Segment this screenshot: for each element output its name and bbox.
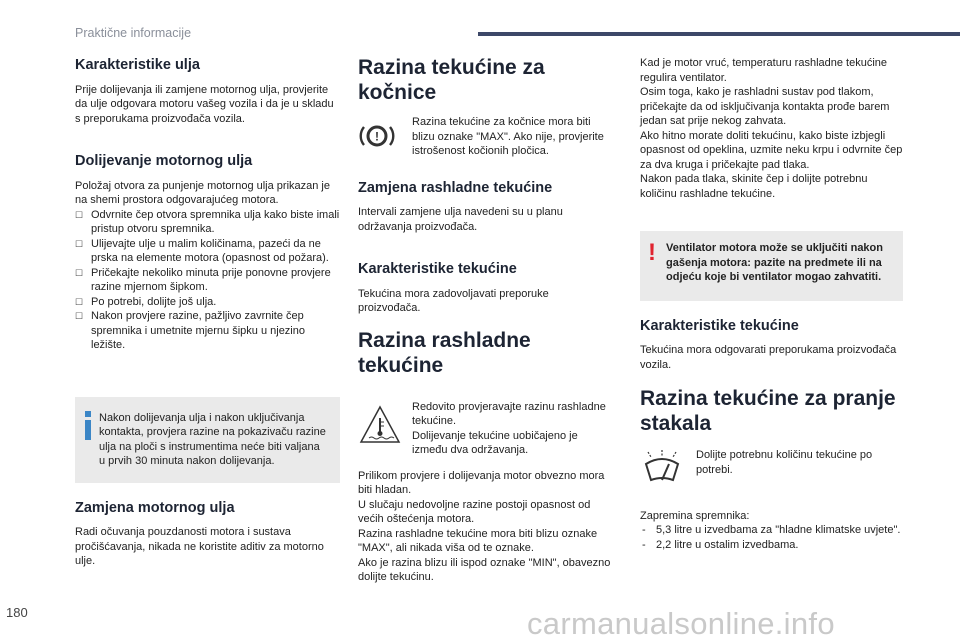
brake-icon-row: [358, 115, 613, 159]
heading-fluid-spec: Karakteristike tekućine: [358, 261, 517, 277]
heading-coolant-change: Zamjena rashladne tekućine: [358, 179, 553, 196]
coolant-icon-row: [358, 400, 613, 458]
header-bar: [478, 32, 960, 36]
warning-icon: !: [648, 239, 656, 266]
fluid-spec-2-text: Tekućina mora odgovarati preporukama proizvođača vozila.: [640, 344, 897, 371]
list-item: - 5,3 litre u izvedbama za "hladne klimatske uvjete".: [640, 523, 905, 538]
heading-oil-topup: Dolijevanje motornog ulja: [75, 153, 253, 169]
coolant-text-3: Razina rashladne tekućine mora biti blizu oznake "MAX", ali nikada viša od te oznake.: [358, 527, 598, 554]
list-item: ☐ Odvrnite čep otvora spremnika ulja kako biste imali pristup otvoru spremnika.: [75, 208, 340, 237]
fluid-spec-text: Tekućina mora zadovoljavati preporuke proizvođača.: [358, 287, 549, 314]
list-item: - 2,2 litre u ostalim izvedbama.: [640, 538, 905, 553]
hot-engine-text-2: Osim toga, kako je rashladni sustav pod tlakom, pričekajte da od isključivanja kontakta prođe barem jedan sat prije nekog zahvata.: [640, 86, 890, 127]
washer-icon-row: [640, 448, 905, 489]
section-title: Praktične informacije: [75, 26, 192, 40]
coolant-temperature-icon: [358, 400, 412, 451]
windscreen-washer-icon: [640, 448, 696, 489]
oil-change-text: Radi očuvanja pouzdanosti motora i sustava pročišćavanja, nikada ne koristite aditiv za motorno ulje.: [75, 526, 324, 567]
oil-topup-text: Položaj otvora za punjenje motornog ulja prikazan je na shemi prostora odgovarajućeg motora.: [75, 179, 330, 206]
list-item: ☐ Nakon provjere razine, pažljivo zavrnite čep spremnika i umetnite mjernu šipku u njezino ležište.: [75, 309, 340, 353]
coolant-icon-text: Redovito provjeravajte razinu rashladne tekućine. Dolijevanje tekućine uobičajeno je između dva održavanja.: [412, 400, 606, 456]
capacity-list: [640, 523, 905, 552]
capacity-label: Zapremina spremnika:: [640, 509, 750, 522]
warning-note: [640, 231, 903, 301]
oil-topup-steps: [75, 208, 340, 353]
info-note: [75, 397, 340, 483]
brake-warning-icon: [358, 115, 412, 156]
page-number: 180: [6, 605, 28, 620]
heading-oil-spec: Karakteristike ulja: [75, 57, 200, 73]
coolant-text-2: U slučaju nedovoljne razine postoji opasnost od većih oštećenja motora.: [358, 498, 591, 525]
hot-engine-text-4: Nakon pada tlaka, skinite čep i dolijte potrebnu količinu rashladne tekućine.: [640, 173, 868, 200]
washer-icon-text: Dolijte potrebnu količinu tekućine po potrebi.: [696, 449, 873, 476]
coolant-text-4: Ako je razina blizu ili ispod oznake "MIN", obavezno dolijte tekućinu.: [358, 556, 611, 583]
coolant-text-1: Prilikom provjere i dolijevanja motor obvezno mora biti hladan.: [358, 469, 605, 496]
hot-engine-text-3: Ako hitno morate doliti tekućinu, kako biste izbjegli opasnost od opeklina, uzmite neku krpu i odvrnite čep za dva kruga i pričekajte pad tlaka.: [640, 129, 903, 171]
column-2: [358, 55, 613, 585]
column-1: [75, 58, 340, 569]
info-note-text: Nakon dolijevanja ulja i nakon uključivanja kontakta, provjera razine na pokazivaču razine ulja na ploči s instrumentima neće biti valjana u prvih 30 minuta nakon dolijevanja.: [99, 411, 326, 467]
heading-coolant-level: Razina rashladne tekućine: [358, 328, 531, 377]
list-item: ☐ Pričekajte nekoliko minuta prije ponovne provjere razine mjernom šipkom.: [75, 266, 340, 295]
column-3: [640, 56, 905, 552]
oil-spec-text: Prije dolijevanja ili zamjene motornog ulja, provjerite da ulje odgovara motoru vašeg vozila i da je u skladu s preporukama proizvođača vozila.: [75, 83, 334, 125]
coolant-change-text: Intervali zamjene ulja navedeni su u planu održavanja proizvođača.: [358, 206, 563, 233]
heading-brake-fluid: Razina tekućine za kočnice: [358, 56, 545, 104]
svg-text:!: !: [375, 129, 379, 144]
watermark: carmanualsonline.info: [527, 606, 835, 641]
heading-oil-change: Zamjena motornog ulja: [75, 499, 235, 516]
info-icon: [85, 411, 91, 461]
list-item: ☐ Po potrebi, dolijte još ulja.: [75, 295, 340, 310]
brake-text: Razina tekućine za kočnice mora biti blizu oznake "MAX". Ako nije, provjerite istrošenost kočionih pločica.: [412, 116, 604, 157]
list-item: ☐ Ulijevajte ulje u malim količinama, pazeći da ne prska na elemente motora (opasnost od požara).: [75, 237, 340, 266]
hot-engine-text-1: Kad je motor vruć, temperaturu rashladne tekućine regulira ventilator.: [640, 57, 888, 84]
warning-note-text: Ventilator motora može se uključiti nakon gašenja motora: pazite na predmete ili na odjeću koje bi ventilator mogao zahvatiti.: [666, 242, 883, 283]
heading-washer-fluid: Razina tekućine za pranje stakala: [640, 387, 896, 435]
heading-fluid-spec-2: Karakteristike tekućine: [640, 317, 799, 334]
